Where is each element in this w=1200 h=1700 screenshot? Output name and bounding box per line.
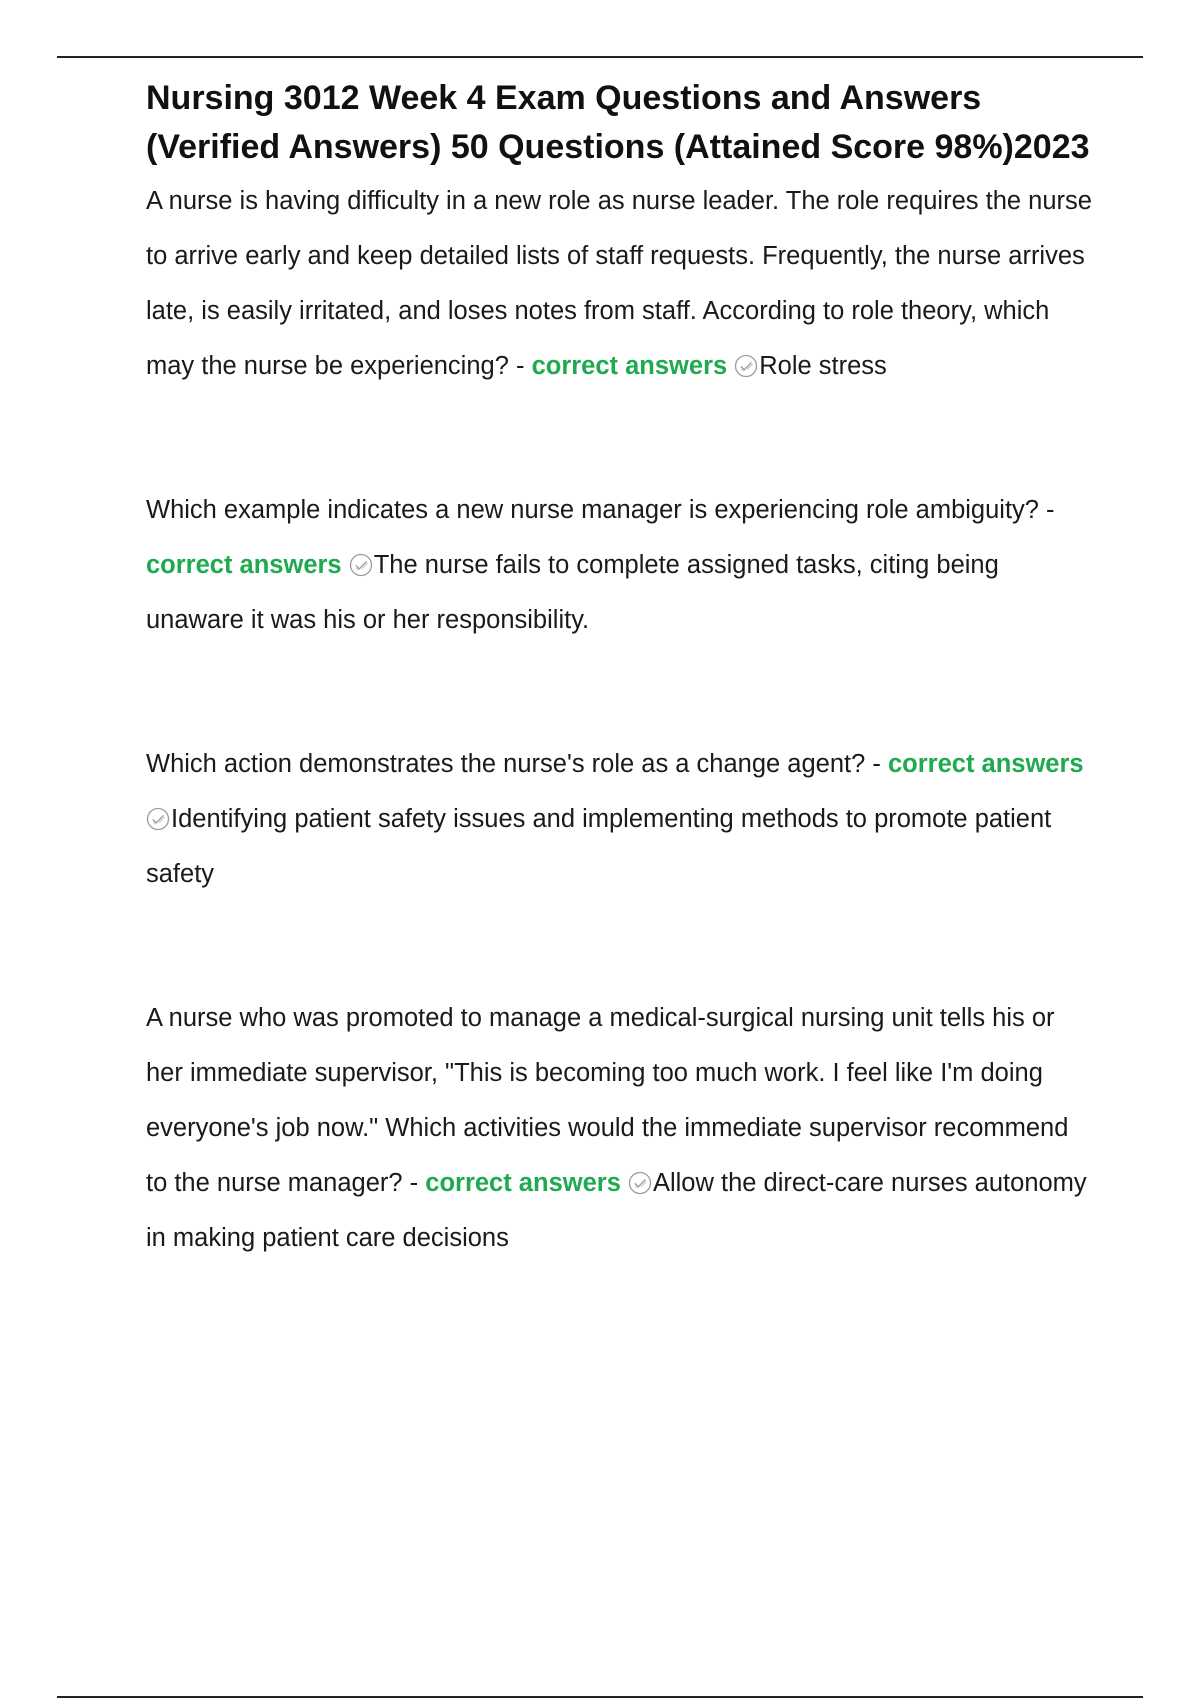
document-body <box>146 74 1096 1266</box>
qa-item-2 <box>146 483 1096 648</box>
question-text: A nurse is having difficulty in a new role as nurse leader. The role requires the nurse to arrive early and keep detailed lists of staff requests. Frequently, the nurse arrives late, is easily irritated, and loses notes from staff. According to role theory, which may the nurse be experiencing? - <box>146 187 1092 380</box>
correct-answers-label: correct answers <box>146 551 342 579</box>
correct-answers-label: correct answers <box>887 750 1084 778</box>
check-circle-icon <box>628 1171 652 1195</box>
answer-text: Allow the direct-care nurses autonomy in making patient care decisions <box>146 1169 1087 1252</box>
top-divider <box>57 56 1143 58</box>
correct-answers-label: correct answers <box>425 1169 621 1197</box>
check-circle-icon <box>349 553 373 577</box>
qa-item-4 <box>146 991 1096 1266</box>
question-text: Which action demonstrates the nurse's role as a change agent? - <box>146 750 881 778</box>
document-title: Nursing 3012 Week 4 Exam Questions and Answers (Verified Answers) 50 Questions (Attained Score 98%)2023 <box>146 79 1090 166</box>
answer-text: Role stress <box>759 352 887 380</box>
qa-item-1 <box>146 174 1096 394</box>
check-circle-icon <box>146 807 170 831</box>
answer-text: Identifying patient safety issues and implementing methods to promote patient safety <box>146 805 1052 888</box>
question-text: Which example indicates a new nurse manager is experiencing role ambiguity? - <box>146 496 1055 524</box>
check-circle-icon <box>734 354 758 378</box>
question-text: A nurse who was promoted to manage a medical-surgical nursing unit tells his or her immediate supervisor, "This is becoming too much work. I feel like I'm doing everyone's job now." Which activities would the immediate supervisor recommend to the nurse manager? - <box>146 1004 1069 1197</box>
qa-item-3 <box>146 737 1096 902</box>
correct-answers-label: correct answers <box>531 352 728 380</box>
bottom-divider <box>57 1696 1143 1698</box>
answer-text: The nurse fails to complete assigned tasks, citing being unaware it was his or her responsibility. <box>146 551 999 634</box>
